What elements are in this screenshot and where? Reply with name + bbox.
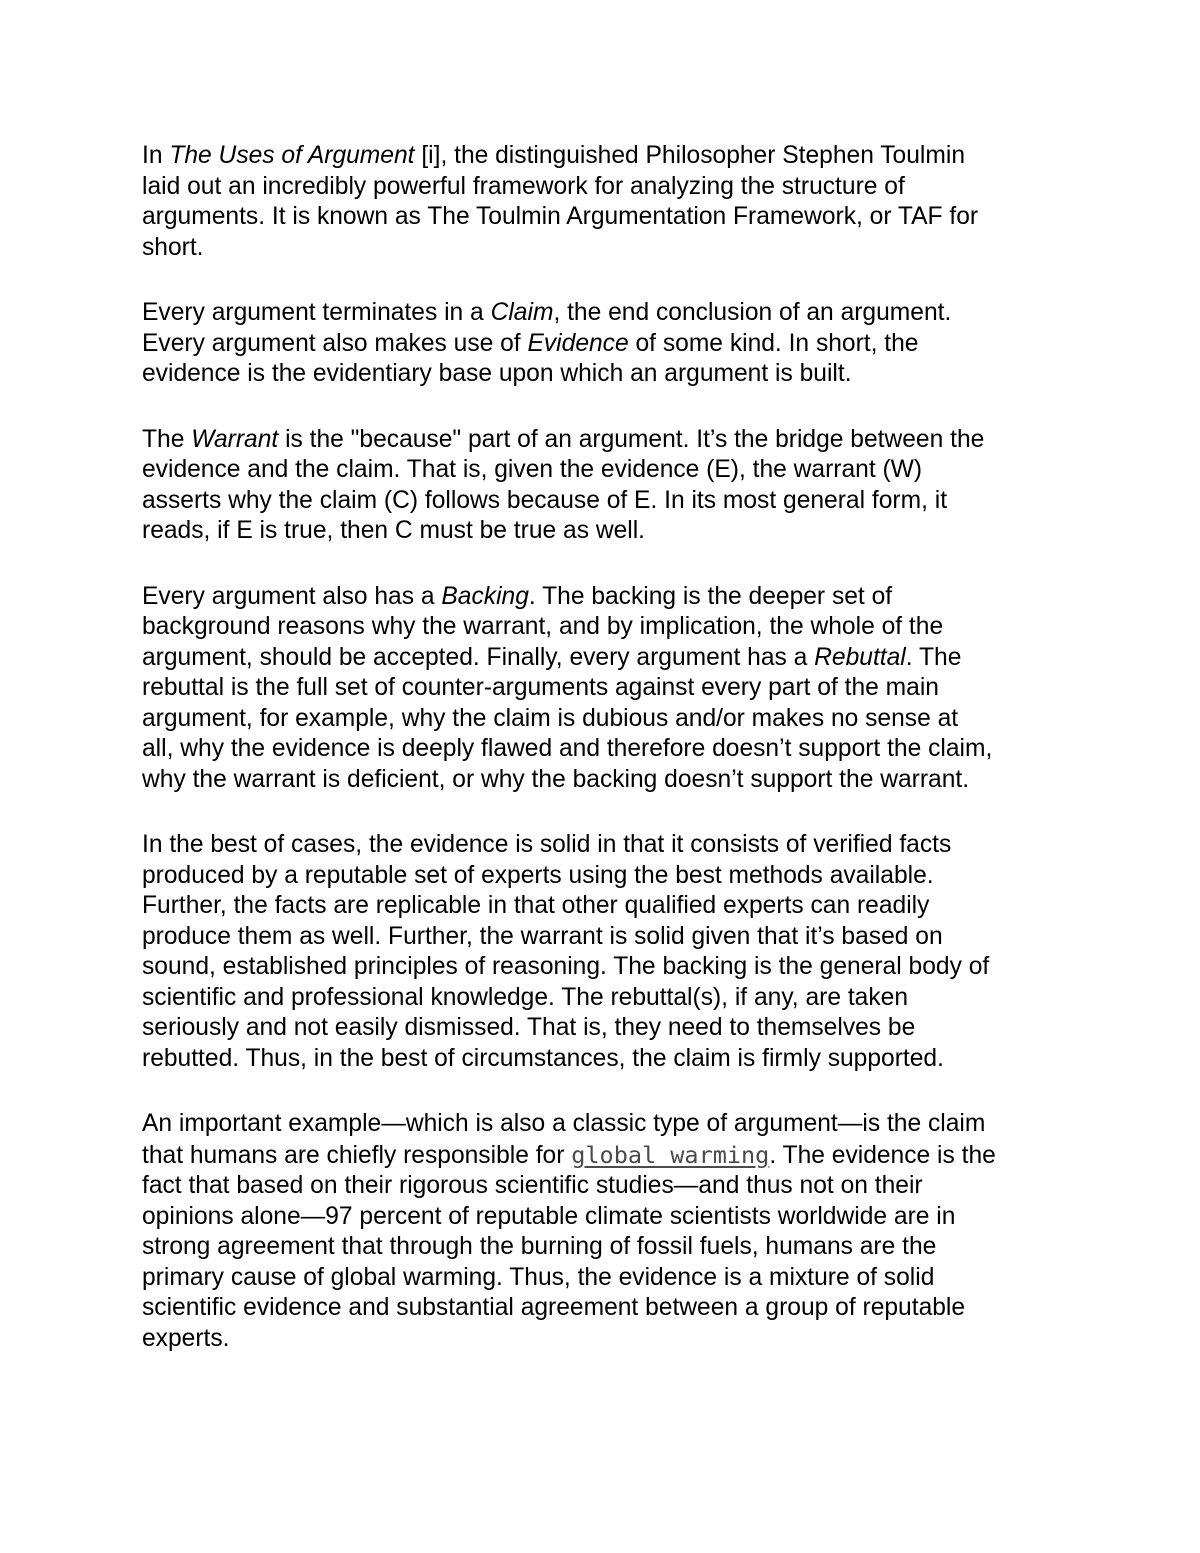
paragraph-4 [142, 582, 1072, 796]
text-run: opinions alone—97 percent of reputable climate scientists worldwide are in [142, 1202, 956, 1230]
text-run: seriously and not easily dismissed. That is, they need to themselves be [142, 1014, 916, 1041]
text-run: . The backing is the deeper set of [528, 582, 893, 610]
text-line [142, 425, 1072, 456]
text-line [142, 704, 1072, 735]
text-run: sound, established principles of reasoning. The backing is the general body of [142, 953, 990, 980]
global-warming-link[interactable]: global warming [571, 1140, 770, 1169]
text-run: reads, if E is true, then C must be true as well. [142, 517, 646, 544]
text-run: [i], the distinguished Philosopher Stephen Toulmin [414, 142, 966, 169]
text-line [142, 952, 1072, 983]
text-run: produce them as well. Further, the warrant is solid given that it’s based on [142, 922, 943, 950]
paragraph-3 [142, 425, 1072, 547]
text-run: why the warrant is deficient, or why the backing doesn’t support the warrant. [142, 765, 970, 793]
text-line [142, 1232, 1072, 1263]
italic-term: Backing [441, 582, 529, 610]
text-line [142, 1013, 1072, 1044]
text-line [142, 643, 1072, 674]
text-run: Every argument also has a [142, 582, 442, 610]
text-line [142, 1109, 1072, 1140]
text-line [142, 830, 1072, 861]
paragraph-2 [142, 298, 1072, 390]
text-run: An important example—which is also a classic type of argument—is the claim [142, 1110, 986, 1137]
text-run: In the best of cases, the evidence is solid in that it consists of verified facts [142, 831, 952, 858]
text-run: evidence and the claim. That is, given the evidence (E), the warrant (W) [142, 456, 923, 483]
text-run: background reasons why the warrant, and by implication, the whole of the [142, 613, 944, 640]
text-run: Every argument also makes use of [142, 329, 528, 357]
text-line [142, 734, 1072, 765]
text-run: arguments. It is known as The Toulmin Argumentation Framework, or TAF for [142, 203, 979, 230]
text-line [142, 1202, 1072, 1233]
text-run: rebutted. Thus, in the best of circumstances, the claim is firmly supported. [142, 1044, 944, 1072]
text-line [142, 298, 1072, 329]
text-run: . The evidence is the [769, 1141, 996, 1169]
text-line [142, 1293, 1072, 1324]
text-line [142, 1263, 1072, 1294]
text-run: fact that based on their rigorous scientific studies—and thus not on their [142, 1172, 923, 1199]
text-line [142, 582, 1072, 613]
italic-term: Evidence [527, 329, 629, 357]
text-line [142, 329, 1072, 360]
text-run: Further, the facts are replicable in that other qualified experts can readily [142, 892, 930, 919]
text-run: short. [142, 233, 204, 261]
text-run: of some kind. In short, the [628, 329, 919, 357]
text-line [142, 612, 1072, 643]
document-body [142, 141, 1072, 1389]
text-run: scientific evidence and substantial agreement between a group of reputable [142, 1294, 966, 1321]
text-run: all, why the evidence is deeply flawed and therefore doesn’t support the claim, [142, 735, 993, 762]
text-run: The [142, 425, 192, 453]
text-run: produced by a reputable set of experts using the best methods available. [142, 861, 934, 889]
text-line [142, 673, 1072, 704]
text-line [142, 891, 1072, 922]
italic-term: Claim [490, 299, 554, 326]
text-line [142, 172, 1072, 203]
text-run: that humans are chiefly responsible for [142, 1141, 572, 1169]
paragraph-6 [142, 1109, 1072, 1354]
text-run: . The [905, 643, 962, 671]
text-line [142, 455, 1072, 486]
text-run: is the "because" part of an argument. It’s the bridge between the [278, 425, 985, 453]
text-line [142, 233, 1072, 264]
text-run: strong agreement that through the burning of fossil fuels, humans are the [142, 1233, 937, 1260]
text-run: asserts why the claim (C) follows because of E. In its most general form, it [142, 486, 948, 514]
text-line [142, 141, 1072, 172]
italic-term: The Uses of Argument [169, 142, 415, 169]
text-run: , the end conclusion of an argument. [553, 299, 952, 326]
text-run: evidence is the evidentiary base upon which an argument is built. [142, 360, 852, 387]
paragraph-1 [142, 141, 1072, 263]
text-run: experts. [142, 1324, 230, 1352]
text-run: In [142, 142, 170, 169]
text-run: Every argument terminates in a [142, 299, 491, 326]
text-run: scientific and professional knowledge. The rebuttal(s), if any, are taken [142, 983, 909, 1011]
italic-term: Rebuttal [814, 643, 906, 671]
text-run: argument, should be accepted. Finally, every argument has a [142, 643, 815, 671]
italic-term: Warrant [191, 425, 279, 453]
text-line [142, 1044, 1072, 1075]
text-line [142, 1140, 1072, 1172]
text-line [142, 983, 1072, 1014]
text-line [142, 1171, 1072, 1202]
text-line [142, 861, 1072, 892]
text-line [142, 202, 1072, 233]
text-line [142, 765, 1072, 796]
text-line [142, 516, 1072, 547]
text-run: primary cause of global warming. Thus, the evidence is a mixture of solid [142, 1263, 935, 1291]
text-line [142, 359, 1072, 390]
text-line [142, 486, 1072, 517]
text-run: rebuttal is the full set of counter-arguments against every part of the main [142, 674, 939, 701]
text-run: argument, for example, why the claim is dubious and/or makes no sense at [142, 704, 959, 732]
paragraph-5 [142, 830, 1072, 1074]
text-run: laid out an incredibly powerful framework for analyzing the structure of [142, 172, 905, 200]
text-line [142, 922, 1072, 953]
text-line [142, 1324, 1072, 1355]
